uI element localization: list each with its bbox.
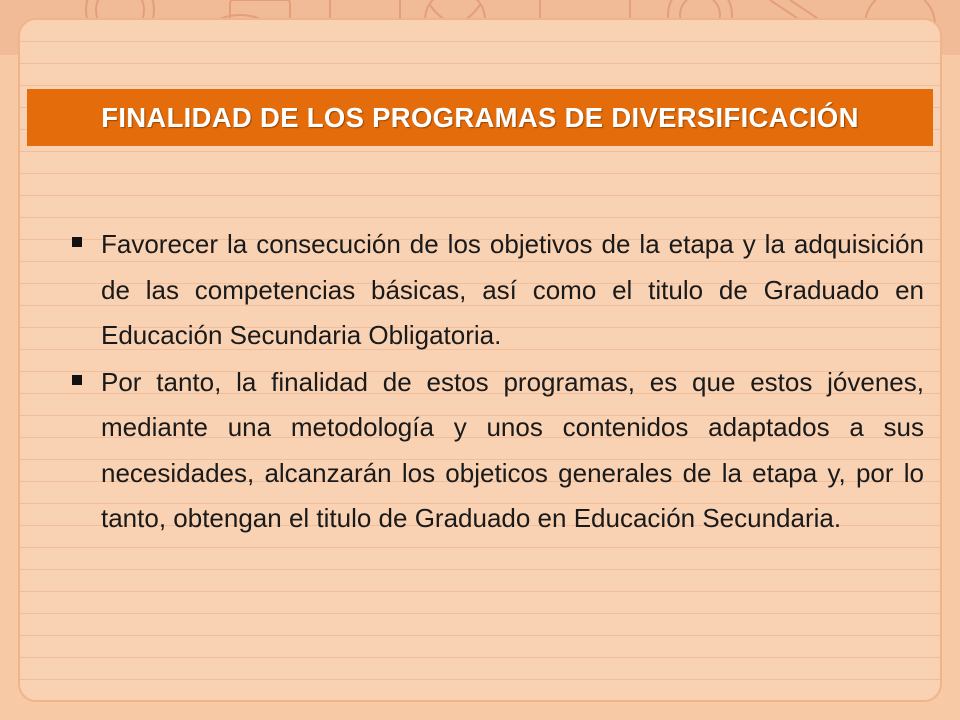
bullet-text-2: Por tanto, la finalidad de estos programas, es que estos jóvenes, mediante una metodología y unos contenidos adaptados a sus necesidades, alcanzarán los objeticos generales de la etapa y, por lo tanto, obtengan el titulo de Graduado en Educación Secundaria.	[101, 366, 924, 533]
bullet-item-1	[72, 222, 924, 359]
title-bar	[27, 89, 933, 146]
bullet-text-1: Favorecer la consecución de los objetivos de la etapa y la adquisición de las competencias básicas, así como el titulo de Graduado en Educación Secundaria Obligatoria.	[101, 229, 924, 350]
bullet-item-2	[72, 360, 924, 542]
square-bullet-icon	[72, 375, 82, 385]
slide-title: FINALIDAD DE LOS PROGRAMAS DE DIVERSIFICACIÓN	[101, 101, 859, 133]
square-bullet-icon	[72, 237, 82, 247]
bullet-list	[72, 222, 924, 543]
